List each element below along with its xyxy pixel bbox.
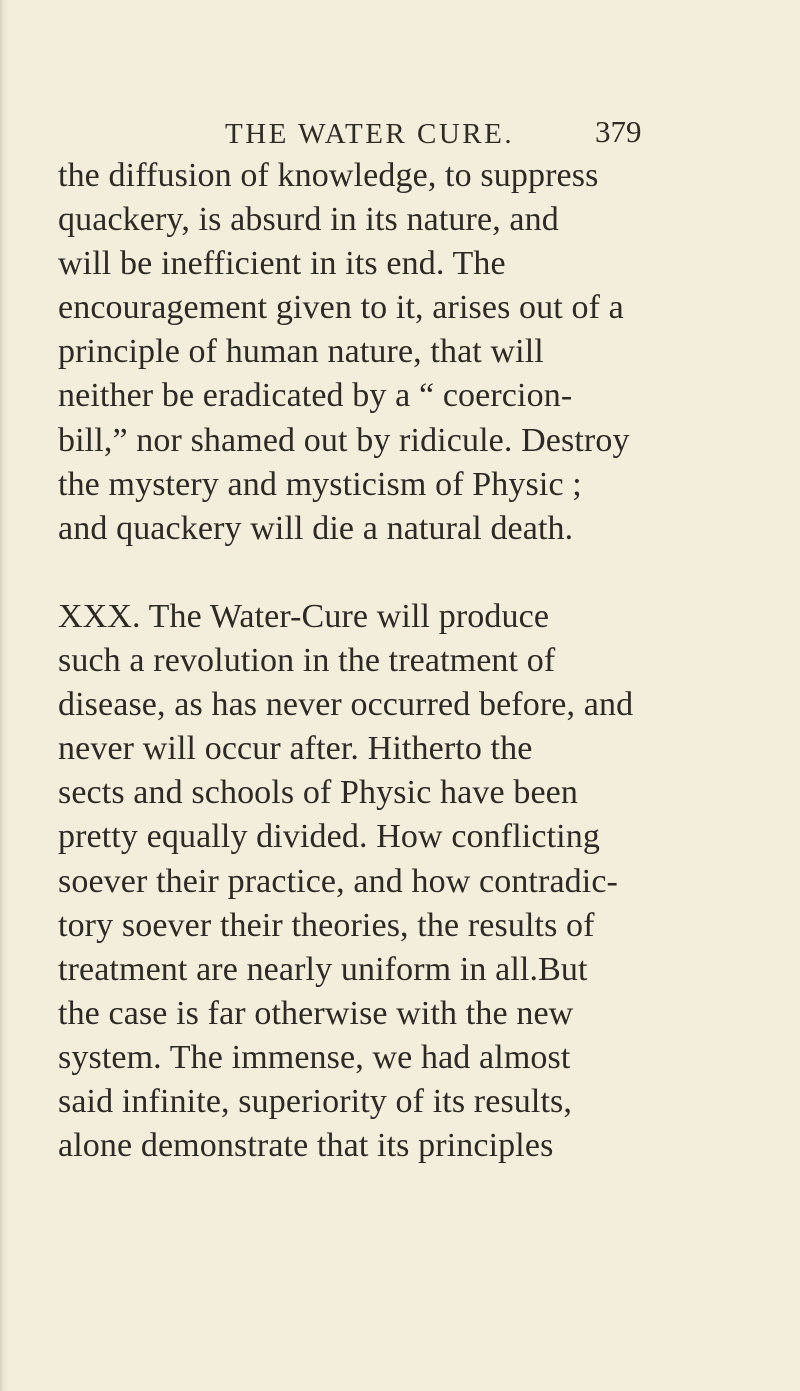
text-line: pretty equally divided. How conflicting [58, 818, 600, 856]
text-line: disease, as has never occurred before, and [58, 686, 634, 724]
text-line: neither be eradicated by a “ coercion- [58, 377, 573, 415]
text-line: alone demonstrate that its principles [58, 1127, 554, 1165]
text-line: the case is far otherwise with the new [58, 994, 574, 1032]
text-line: the mystery and mysticism of Physic ; [58, 465, 582, 503]
text-line: quackery, is absurd in its nature, and [58, 201, 559, 239]
paragraph-spacer [58, 551, 758, 595]
text-line: treatment are nearly uniform in all.But [58, 950, 588, 988]
paragraph-2 [58, 595, 758, 1168]
text-line: system. The immense, we had almost [58, 1038, 571, 1076]
text-line: XXX. The Water-Cure will produce [58, 597, 550, 635]
page-number: 379 [595, 114, 642, 149]
text-line: soever their practice, and how contradic- [58, 862, 618, 900]
text-line: such a revolution in the treatment of [58, 642, 556, 680]
header-title: THE WATER CURE. [225, 118, 515, 150]
text-line: principle of human nature, that will [58, 333, 544, 371]
text-line: the diffusion of knowledge, to suppress [58, 157, 599, 194]
page-edge [0, 0, 8, 1391]
text-line: tory soever their theories, the results of [58, 906, 595, 944]
text-line: will be inefficient in its end. The [58, 245, 506, 283]
paragraph-1 [58, 154, 758, 551]
text-line: bill,” nor shamed out by ridicule. Destroy [58, 421, 630, 459]
text-line: sects and schools of Physic have been [58, 774, 578, 812]
text-line: said infinite, superiority of its results, [58, 1082, 573, 1120]
running-header [0, 114, 800, 158]
text-line: and quackery will die a natural death. [58, 509, 574, 547]
page-body [58, 154, 758, 1168]
text-line: never will occur after. Hitherto the [58, 730, 533, 768]
text-line: encouragement given to it, arises out of a [58, 289, 624, 327]
